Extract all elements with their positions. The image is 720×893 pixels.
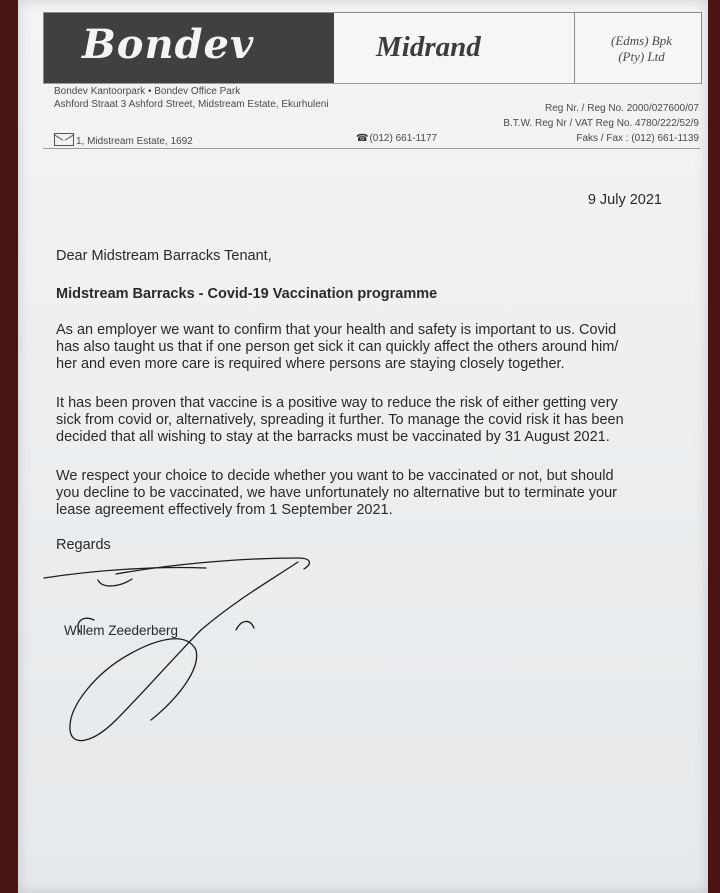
paragraph-line: her and even more care is required where persons are staying closely together. — [56, 356, 565, 372]
logo-text: Bondev — [82, 21, 255, 68]
letter-page — [18, 0, 708, 893]
paragraph-line: As an employer we want to confirm that your health and safety is important to us. Covid — [56, 322, 617, 338]
company-suffix — [584, 33, 699, 65]
paragraph-line: We respect your choice to decide whether you want to be vaccinated or not, but should — [56, 468, 614, 484]
company-suffix-english: (Pty) Ltd — [618, 49, 665, 64]
signatory-name: Willem Zeederberg — [64, 623, 179, 638]
postal-address-text: 1, Midstream Estate, 1692 — [76, 136, 193, 147]
address-line-1: Bondev Kantoorpark • Bondev Office Park — [54, 86, 241, 97]
letter-subject: Midstream Barracks - Covid-19 Vaccination programme — [56, 286, 438, 302]
letter-date: 9 July 2021 — [587, 192, 662, 208]
registration-number: Reg Nr. / Reg No. 2000/027600/07 — [545, 103, 699, 114]
salutation: Dear Midstream Barracks Tenant, — [56, 248, 272, 264]
phone-number-text: (012) 661-1177 — [369, 133, 438, 144]
paragraph-line: sick from covid or, alternatively, spreading it further. To manage the covid risk it has been — [56, 412, 624, 428]
fax-number: Faks / Fax : (012) 661-1139 — [576, 133, 699, 144]
paragraph-line: It has been proven that vaccine is a positive way to reduce the risk of either getting very — [56, 395, 618, 411]
vat-number: B.T.W. Reg Nr / VAT Reg No. 4780/222/52/9 — [503, 118, 699, 129]
paragraph-line: has also taught us that if one person get sick it can quickly affect the others around him/ — [56, 339, 619, 355]
paragraph-line: decided that all wishing to stay at the barracks must be vaccinated by 31 August 2021. — [56, 429, 610, 445]
closing: Regards — [56, 537, 111, 553]
address-line-2: Ashford Straat 3 Ashford Street, Midstream Estate, Ekurhuleni — [54, 99, 329, 110]
paragraph-line: lease agreement effectively from 1 September 2021. — [56, 502, 393, 518]
city-name: Midrand — [376, 31, 481, 63]
company-suffix-afrikaans: (Edms) Bpk — [610, 33, 672, 48]
phone-number — [356, 133, 437, 144]
paragraph-line: you decline to be vaccinated, we have unfortunately no alternative but to terminate your — [56, 485, 618, 501]
handwritten-signature — [36, 0, 336, 893]
telephone-icon: ☎ — [356, 133, 369, 144]
letterhead-divider — [574, 13, 575, 83]
